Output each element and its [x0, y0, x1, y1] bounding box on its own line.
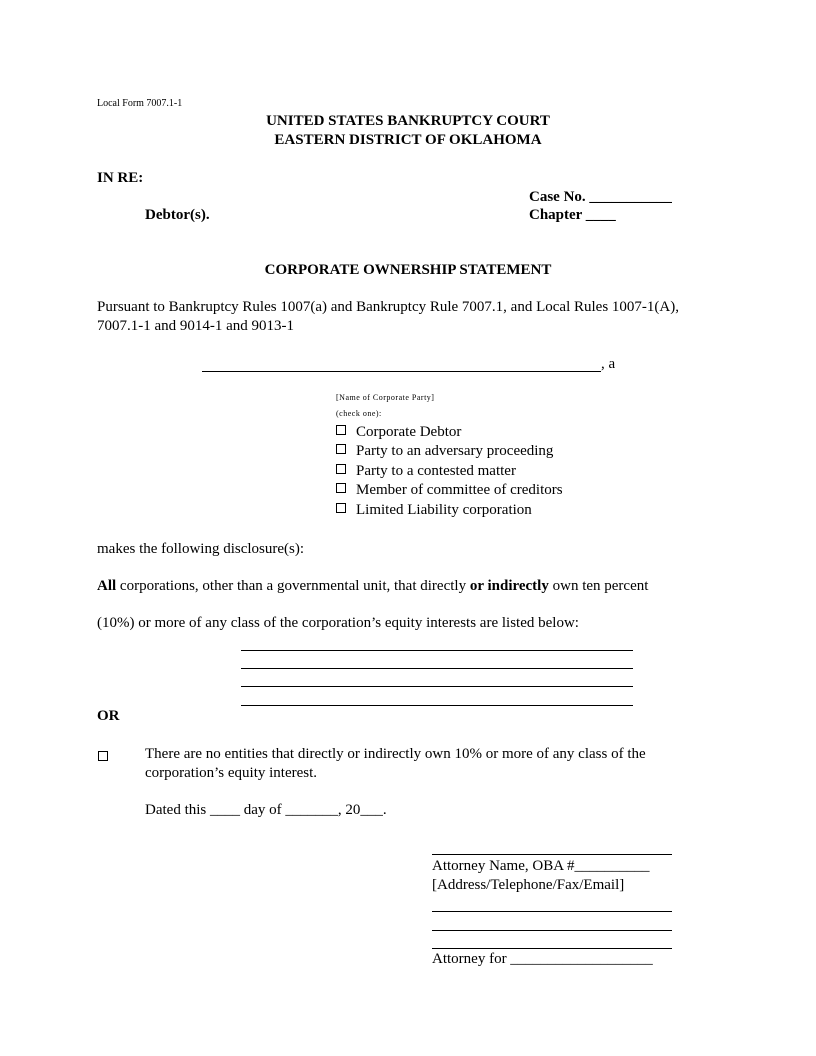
address-line-1[interactable] — [432, 911, 672, 912]
option-contested-matter[interactable] — [336, 463, 516, 480]
form-id: Local Form 7007.1-1 — [97, 98, 183, 109]
option-corporate-debtor[interactable] — [336, 424, 461, 441]
debtors-label: Debtor(s). — [145, 207, 210, 223]
court-district: EASTERN DISTRICT OF OKLAHOMA — [274, 132, 542, 148]
no-entities-line-1: There are no entities that directly or indirectly own 10% or more of any class of the — [145, 746, 646, 762]
disclosure-line-1 — [97, 578, 648, 595]
document-title: CORPORATE OWNERSHIP STATEMENT — [264, 262, 552, 278]
option-committee-of-creditors[interactable] — [336, 482, 563, 499]
signature-line[interactable] — [432, 854, 672, 855]
disclosure-line-2: (10%) or more of any class of the corporation’s equity interests are listed below: — [97, 615, 579, 631]
option-label: Party to an adversary proceeding — [356, 443, 554, 459]
intro-line-2: 7007.1-1 and 9014-1 and 9013-1 — [97, 318, 295, 334]
checkbox-icon[interactable] — [336, 425, 346, 435]
court-name: UNITED STATES BANKRUPTCY COURT — [266, 113, 550, 129]
checkbox-icon[interactable] — [336, 464, 346, 474]
entity-line-1[interactable] — [241, 650, 633, 651]
in-re-label: IN RE: — [97, 170, 144, 186]
option-label: Member of committee of creditors — [356, 482, 563, 498]
all-bold: All — [97, 578, 117, 594]
option-adversary-proceeding[interactable] — [336, 443, 553, 460]
option-label: Party to a contested matter — [356, 463, 516, 479]
or-label: OR — [97, 708, 120, 724]
checkbox-icon[interactable] — [336, 503, 346, 513]
dated-line[interactable]: Dated this ____ day of _______, 20___. — [145, 802, 387, 818]
option-label: Corporate Debtor — [356, 424, 462, 440]
disclosure-line-1a: corporations, other than a governmental unit, that directly — [116, 578, 470, 594]
attorney-address-label: [Address/Telephone/Fax/Email] — [432, 877, 625, 893]
party-suffix: , a — [601, 356, 616, 372]
check-one-label: (check one): — [336, 409, 382, 418]
option-label: Limited Liability corporation — [356, 502, 532, 518]
attorney-for-line[interactable]: Attorney for ___________________ — [432, 951, 653, 967]
intro-line-1: Pursuant to Bankruptcy Rules 1007(a) and Bankruptcy Rule 7007.1, and Local Rules 1007-1(A), — [97, 299, 679, 315]
option-limited-liability-corporation[interactable] — [336, 502, 532, 519]
address-line-2[interactable] — [432, 930, 672, 931]
address-line-3[interactable] — [432, 948, 672, 949]
entity-line-2[interactable] — [241, 668, 633, 669]
chapter-field[interactable]: Chapter ____ — [529, 207, 616, 223]
corporate-party-name-label: [Name of Corporate Party] — [336, 393, 435, 402]
disclosure-line-1b: own ten percent — [548, 578, 649, 594]
or-indirectly-bold: or indirectly — [469, 578, 549, 594]
case-number-field[interactable]: Case No. ___________ — [529, 189, 672, 205]
checkbox-icon[interactable] — [336, 483, 346, 493]
attorney-name-line[interactable]: Attorney Name, OBA #__________ — [432, 858, 650, 874]
entity-line-4[interactable] — [241, 705, 633, 706]
no-entities-line-2: corporation’s equity interest. — [145, 765, 318, 781]
disclosure-intro: makes the following disclosure(s): — [97, 541, 305, 557]
checkbox-icon[interactable] — [336, 444, 346, 454]
entity-line-3[interactable] — [241, 686, 633, 687]
no-entities-checkbox[interactable] — [98, 751, 108, 761]
corporate-party-name-line[interactable] — [202, 371, 601, 372]
